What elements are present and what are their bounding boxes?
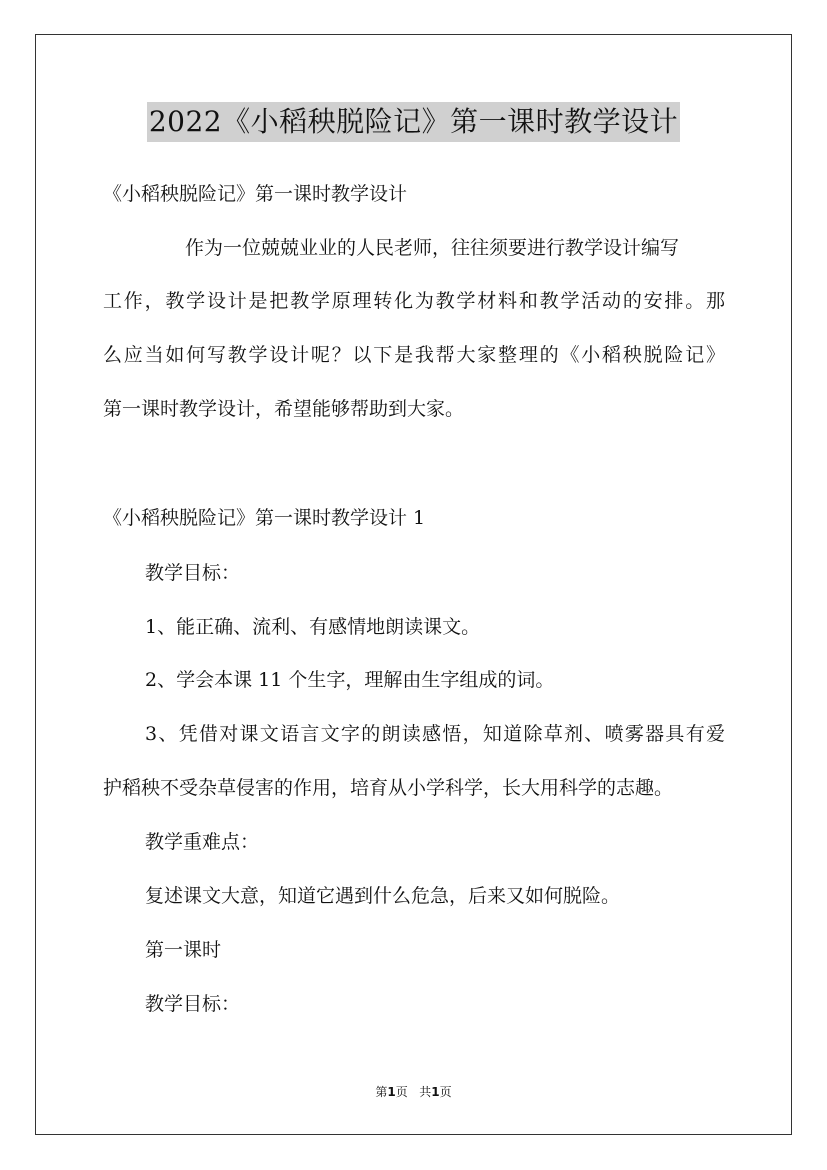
lesson-label: 第一课时: [145, 939, 222, 961]
footer-page-current: 1: [387, 1085, 396, 1099]
goals-label-2: 教学目标：: [145, 993, 241, 1015]
key-points-label: 教学重难点：: [145, 831, 260, 853]
intro-line-4: 第一课时教学设计，希望能够帮助到大家。: [103, 398, 465, 420]
footer-page-mid: 页 共: [395, 1085, 432, 1099]
goal-item-2: 2、学会本课 11 个生字，理解由生字组成的词。: [145, 669, 555, 691]
page-footer: [0, 1083, 827, 1101]
goal-item-1: 1、能正确、流利、有感情地朗读课文。: [145, 616, 481, 638]
section-heading: 《小稻秧脱险记》第一课时教学设计 1: [103, 507, 426, 529]
intro-line-2: 工作，教学设计是把教学原理转化为教学材料和教学活动的安排。那: [103, 290, 725, 312]
intro-line-1: 作为一位兢兢业业的人民老师，往往须要进行教学设计编写: [185, 237, 680, 259]
footer-page-suffix: 页: [439, 1085, 452, 1099]
intro-line-3: 么应当如何写教学设计呢？以下是我帮大家整理的《小稻秧脱险记》: [103, 344, 725, 366]
key-points-text: 复述课文大意，知道它遇到什么危急，后来又如何脱险。: [145, 885, 621, 907]
goal-item-3-line-1: 3、凭借对课文语言文字的朗读感悟，知道除草剂、喷雾器具有爱: [145, 723, 725, 745]
footer-page-prefix: 第: [375, 1085, 388, 1099]
title-wrap: [0, 102, 827, 142]
goal-item-3-line-2: 护稻秧不受杂草侵害的作用，培育从小学科学，长大用科学的志趣。: [103, 777, 674, 799]
footer-page-total: 1: [431, 1085, 440, 1099]
document-title: 2022《小稻秧脱险记》第一课时教学设计: [147, 102, 680, 142]
goals-label: 教学目标：: [145, 562, 241, 584]
document-subtitle: 《小稻秧脱险记》第一课时教学设计: [103, 183, 408, 205]
